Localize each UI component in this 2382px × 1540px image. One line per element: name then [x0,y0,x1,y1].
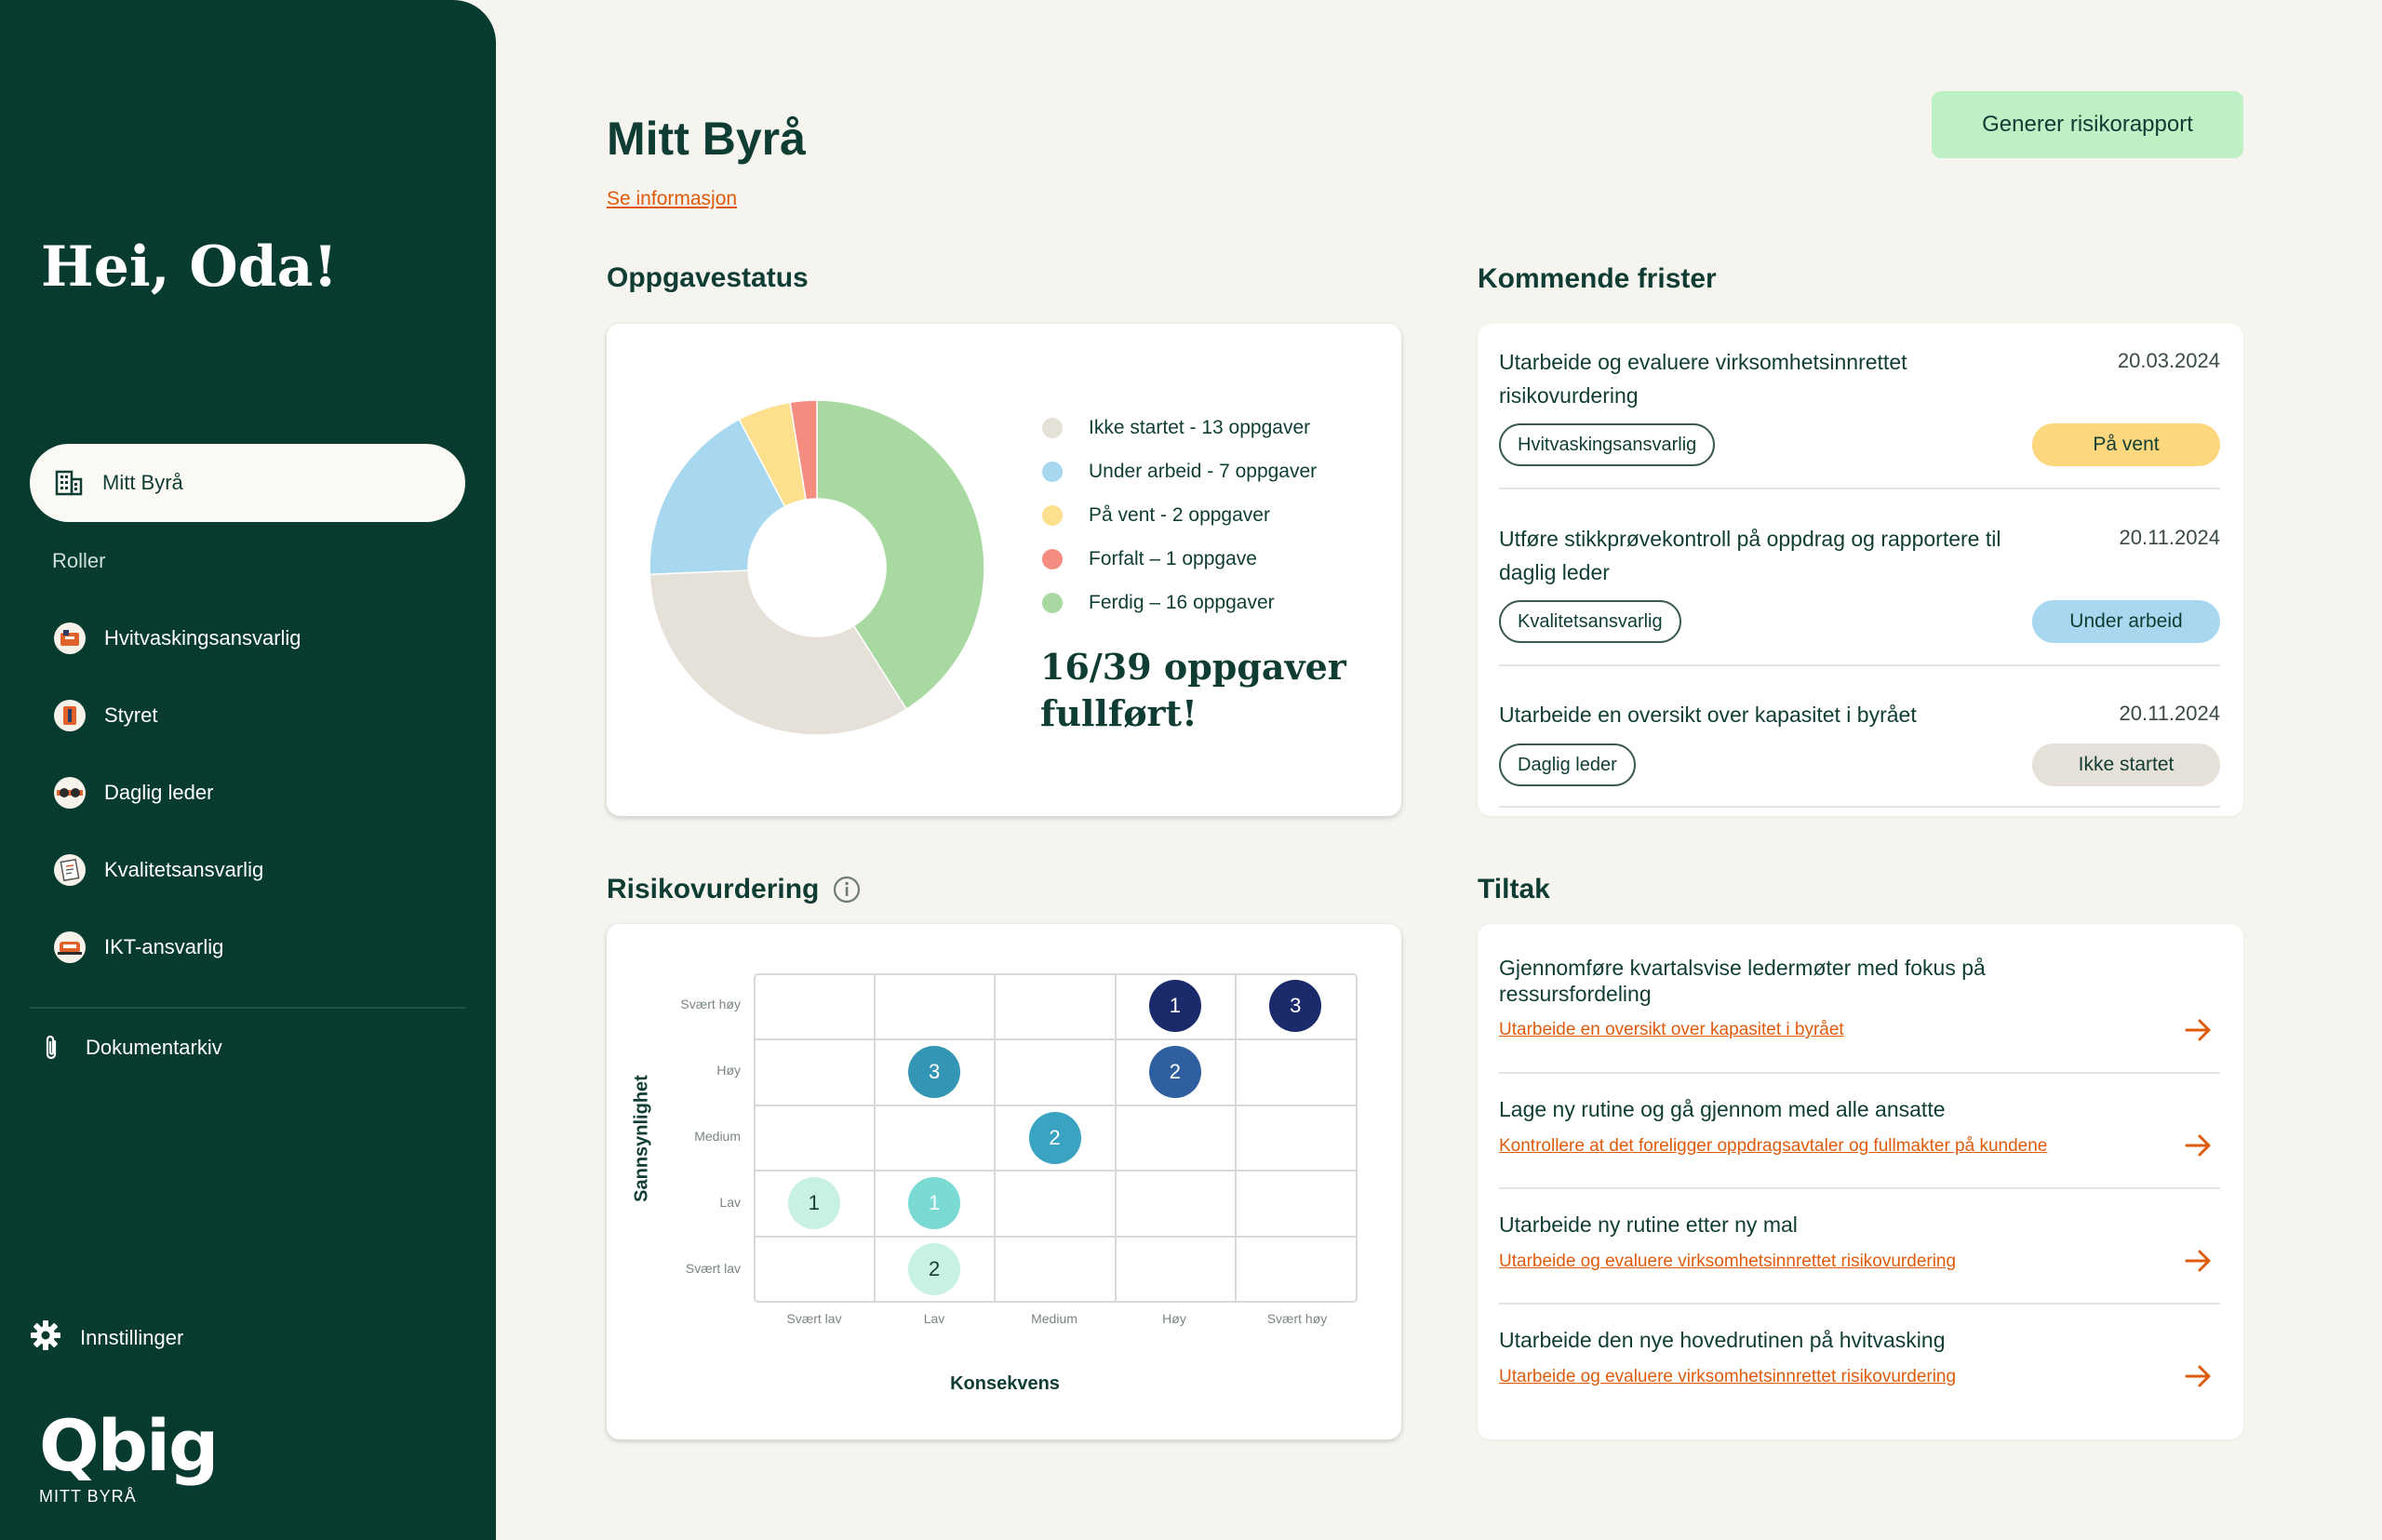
roles-label: Roller [52,549,106,572]
action-link[interactable]: Utarbeide en oversikt over kapasitet i byrået [1499,1020,1844,1039]
sidebar-item-hvitvaskingsansvarlig[interactable] [30,599,465,677]
settings-link[interactable] [30,1319,183,1357]
task-status-legend [1042,406,1317,624]
x-level-label: Lav [923,1311,945,1326]
legend-swatch [1042,505,1063,526]
sidebar-item-kvalitetsansvarlig[interactable] [30,831,465,909]
x-level-label: Høy [1162,1311,1186,1326]
deadline-date: 20.03.2024 [2117,349,2220,372]
logo-subtitle: MITT BYRÅ [39,1487,137,1506]
qbig-logo [39,1404,218,1507]
action-divider [1499,1187,2220,1189]
info-icon[interactable] [832,875,862,904]
action-divider [1499,1303,2220,1305]
risk-bubble[interactable]: 3 [908,1046,960,1098]
deadline-divider [1499,488,2220,489]
deadline-title: Utarbeide en oversikt over kapasitet i byrået [1499,703,1917,727]
folder-avatar-icon [54,623,86,654]
info-link[interactable]: Se informasjon [607,188,738,209]
deadlines-title: Kommende frister [1478,263,1717,294]
sidebar-item-label: Dokumentarkiv [86,1036,222,1059]
generate-report-button[interactable]: Generer risikorapport [1932,91,2243,158]
arrow-right-icon[interactable] [2185,1249,2213,1278]
y-level-label: Medium [694,1129,741,1144]
legend-swatch [1042,593,1063,613]
legend-item [1042,493,1317,537]
action-title: Gjennomføre kvartalsvise ledermøter med fokus på ressursfordeling [1499,956,1986,1006]
deadline-date: 20.11.2024 [2119,702,2220,725]
deadline-item[interactable] [1499,522,2220,652]
x-level-label: Svært lav [786,1311,842,1326]
binder-avatar-icon [54,700,86,731]
action-item[interactable] [1499,955,2220,1048]
sidebar-item-dokumentarkiv[interactable] [13,1009,448,1087]
y-axis-label: Sannsynlighet [631,1075,652,1202]
role-tag[interactable]: Kvalitetsansvarlig [1499,600,1681,643]
action-title: Utarbeide den nye hovedrutinen på hvitvasking [1499,1328,1946,1352]
risk-bubble[interactable]: 2 [1029,1112,1081,1164]
legend-item [1042,449,1317,493]
y-level-label: Svært høy [680,997,741,1011]
role-tag[interactable]: Daglig leder [1499,743,1636,786]
risk-bubble[interactable]: 1 [1149,980,1201,1032]
action-item[interactable] [1499,1212,2220,1286]
risk-bubble[interactable]: 1 [908,1177,960,1229]
sidebar-item-label: Styret [104,703,158,727]
nav-mitt-byra-label: Mitt Byrå [102,471,183,494]
deadline-divider [1499,806,2220,808]
legend-label: På vent - 2 oppgaver [1089,503,1270,526]
legend-label: Forfalt – 1 oppgave [1089,547,1257,569]
deadline-item[interactable] [1499,698,2220,791]
risk-bubble[interactable]: 2 [908,1243,960,1295]
action-title: Lage ny rutine og gå gjennom med alle ansatte [1499,1097,1946,1121]
x-level-label: Svært høy [1266,1311,1328,1326]
y-level-label: Høy [716,1063,741,1078]
sidebar-item-label: Kvalitetsansvarlig [104,858,264,881]
legend-label: Ferdig – 16 oppgaver [1089,591,1275,613]
y-level-label: Lav [719,1195,741,1210]
arrow-right-icon[interactable] [2185,1133,2213,1162]
deadline-title: Utarbeide og evaluere virksomhetsinnrettet risikovurdering [1499,350,1907,408]
glasses-avatar-icon [54,777,86,809]
deadline-item[interactable] [1499,345,2220,475]
sidebar-item-styret[interactable] [30,676,465,755]
sidebar-item-ikt-ansvarlig[interactable] [30,908,465,986]
action-item[interactable] [1499,1096,2220,1171]
task-status-title: Oppgavestatus [607,262,809,293]
action-link[interactable]: Utarbeide og evaluere virksomhetsinnrettet risikovurdering [1499,1367,1957,1386]
deadline-divider [1499,664,2220,666]
arrow-right-icon[interactable] [2185,1364,2213,1393]
legend-swatch [1042,418,1063,438]
risk-title [607,874,862,905]
x-axis-label: Konsekvens [950,1373,1060,1394]
deadline-title: Utføre stikkprøvekontroll på oppdrag og rapportere til daglig leder [1499,527,2001,584]
status-badge: Under arbeid [2032,600,2220,643]
document-avatar-icon [54,854,86,886]
sidebar-item-label: Daglig leder [104,781,214,804]
laptop-avatar-icon [54,931,86,963]
legend-item [1042,537,1317,581]
risk-bubble[interactable]: 1 [788,1177,840,1229]
status-badge: På vent [2032,423,2220,466]
action-item[interactable] [1499,1327,2220,1401]
legend-label: Under arbeid - 7 oppgaver [1089,460,1318,482]
gear-icon [30,1319,61,1357]
donut-slice-ikke-startet[interactable] [649,570,906,735]
sidebar-item-daglig-leder[interactable] [30,754,465,832]
legend-label: Ikke startet - 13 oppgaver [1089,416,1311,438]
legend-item [1042,581,1317,624]
logo-wordmark: Qbig [39,1404,218,1487]
sidebar-item-label: Hvitvaskingsansvarlig [104,626,301,649]
role-tag[interactable]: Hvitvaskingsansvarlig [1499,423,1715,466]
action-link[interactable]: Kontrollere at det foreligger oppdragsavtaler og fullmakter på kundene [1499,1136,2048,1156]
status-badge: Ikke startet [2032,743,2220,786]
sidebar [0,0,496,1540]
action-link[interactable]: Utarbeide og evaluere virksomhetsinnrettet risikovurdering [1499,1252,1957,1271]
deadline-date: 20.11.2024 [2119,526,2220,549]
action-divider [1499,1072,2220,1074]
settings-label: Innstillinger [80,1326,184,1349]
legend-swatch [1042,549,1063,569]
greeting: Hei, Oda! [41,234,338,300]
building-icon [54,468,84,498]
risk-title-text: Risikovurdering [607,874,820,904]
task-status-donut-chart [648,398,986,737]
risk-bubble[interactable]: 2 [1149,1046,1201,1098]
arrow-right-icon[interactable] [2185,1018,2213,1047]
sidebar-item-label: IKT-ansvarlig [104,935,224,958]
page-title: Mitt Byrå [607,113,806,165]
risk-bubble[interactable]: 3 [1269,980,1321,1032]
actions-title: Tiltak [1478,874,1550,904]
x-level-label: Medium [1031,1311,1077,1326]
y-level-label: Svært lav [685,1261,741,1276]
paperclip-icon [37,1033,67,1063]
task-summary: 16/39 oppgaver fullført! [1040,646,1346,734]
action-title: Utarbeide ny rutine etter ny mal [1499,1212,1798,1237]
legend-swatch [1042,462,1063,482]
nav-mitt-byra[interactable] [30,444,465,522]
legend-item [1042,406,1317,449]
